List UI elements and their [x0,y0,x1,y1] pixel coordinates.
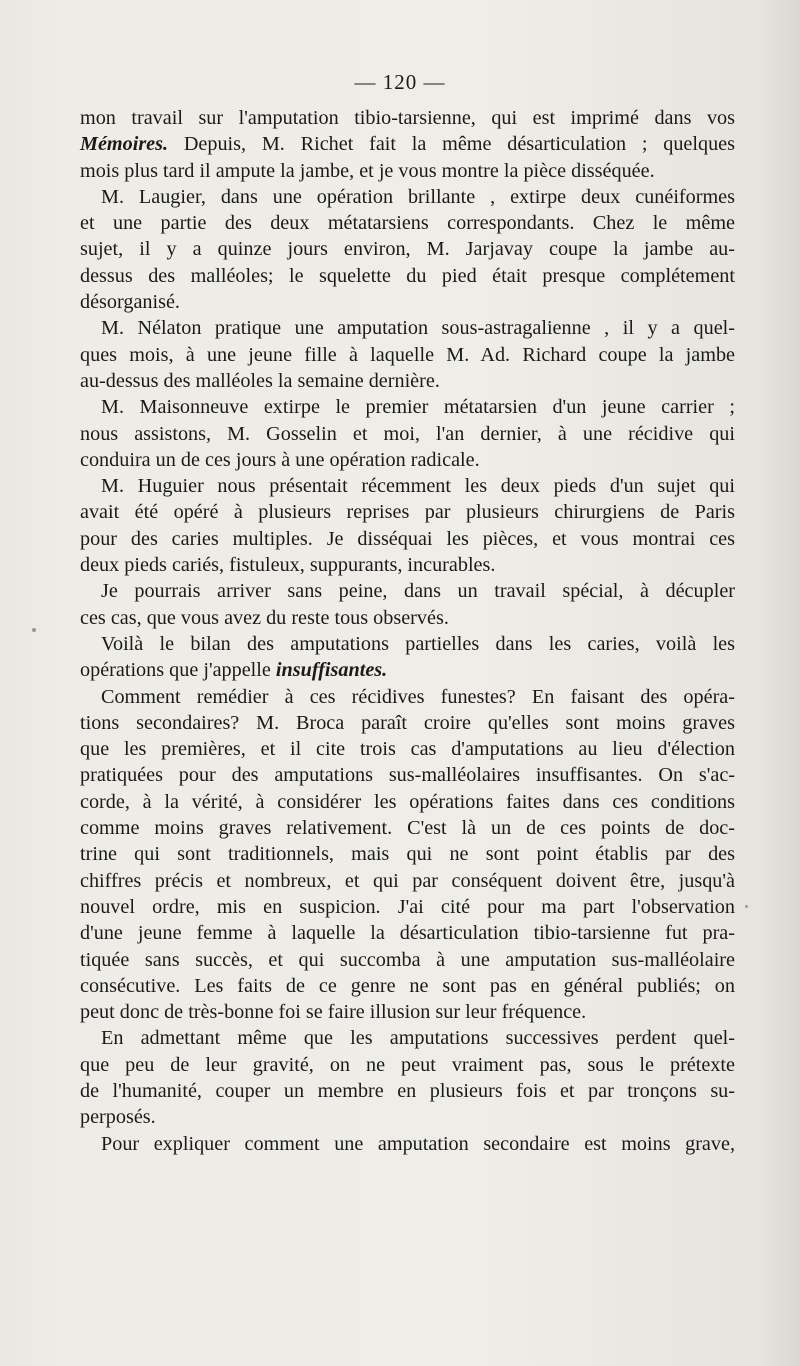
text-line: M. Nélaton pratique une amputation sous-astragalienne , il y a quel- [101,317,735,340]
text-line: Mémoires. Depuis, M. Richet fait la même désarticulation ; quelques [80,133,735,156]
text-line: mois plus tard il ampute la jambe, et je vous montre la pièce disséquée. [80,159,655,182]
text-line: M. Huguier nous présentait récemment les deux pieds d'un sujet qui [101,475,735,498]
text-line: d'une jeune femme à laquelle la désarticulation tibio-tarsienne fut pra- [80,922,735,945]
text-line: conduira un de ces jours à une opération radicale. [80,448,480,471]
text-line: sujet, il y a quinze jours environ, M. Jarjavay coupe la jambe au- [80,238,735,261]
text-line: et une partie des deux métatarsiens correspondants. Chez le même [80,212,735,235]
text-line: nous assistons, M. Gosselin et moi, l'an dernier, à une récidive qui [80,422,735,445]
text-line: tions secondaires? M. Broca paraît croire qu'elles sont moins graves [80,711,735,734]
text-line: mon travail sur l'amputation tibio-tarsienne, qui est imprimé dans vos [80,107,735,129]
text-line: consécutive. Les faits de ce genre ne sont pas en général publiés; on [80,974,735,997]
text-line: M. Maisonneuve extirpe le premier métatarsien d'un jeune carrier ; [101,396,735,419]
paper-speck [32,628,36,632]
text-line: au-dessus des malléoles la semaine dernière. [80,369,440,392]
text-line: ques mois, à une jeune fille à laquelle M. Ad. Richard coupe la jambe [80,343,735,366]
text-line: perposés. [80,1106,156,1129]
text-line: En admettant même que les amputations successives perdent quel- [101,1027,735,1050]
text-line: pratiquées pour des amputations sus-malléolaires insuffisantes. On s'ac- [80,764,735,787]
text-line: corde, à la vérité, à considérer les opérations faites dans ces conditions [80,790,735,813]
text-line: pour des caries multiples. Je disséquai les pièces, et vous montrai ces [80,527,735,550]
text-line: chiffres précis et nombreux, et qui par conséquent doivent être, jusqu'à [80,869,735,892]
text-line: nouvel ordre, mis en suspicion. J'ai cité pour ma part l'observation [80,895,735,918]
text-line: Pour expliquer comment une amputation secondaire est moins grave, [101,1132,735,1155]
text-line: deux pieds cariés, fistuleux, suppurants, incurables. [80,554,496,577]
text-line: avait été opéré à plusieurs reprises par plusieurs chirurgiens de Paris [80,501,735,524]
text-line: ces cas, que vous avez du reste tous observés. [80,606,449,629]
text-line: dessus des malléoles; le squelette du pied était presque complétement [80,264,735,287]
text-line: que les premières, et il cite trois cas d'amputations au lieu d'élection [80,738,735,761]
text-line: Comment remédier à ces récidives funestes? En faisant des opéra- [101,685,735,708]
text-line: que peu de leur gravité, on ne peut vraiment pas, sous le prétexte [80,1053,735,1076]
text-line: Je pourrais arriver sans peine, dans un travail spécial, à décupler [101,580,735,603]
text-line: tiquée sans succès, et qui succomba à une amputation sus-malléolaire [80,948,735,971]
paper-speck [745,905,748,908]
text-line: désorganisé. [80,291,180,314]
text-line: opérations que j'appelle insuffisantes. [80,659,388,682]
text-line: comme moins graves relativement. C'est là un de ces points de doc- [80,817,735,840]
text-line: peut donc de très-bonne foi se faire illusion sur leur fréquence. [80,1001,587,1024]
body-text [80,105,735,1157]
text-line: M. Laugier, dans une opération brillante , extirpe deux cunéiformes [101,185,735,208]
text-line: trine qui sont traditionnels, mais qui ne sont point établis par des [80,843,735,866]
page-number: — 120 — [354,70,446,94]
text-line: de l'humanité, couper un membre en plusieurs fois et par tronçons su- [80,1079,735,1102]
text-line: Voilà le bilan des amputations partielles dans les caries, voilà les [101,632,735,655]
